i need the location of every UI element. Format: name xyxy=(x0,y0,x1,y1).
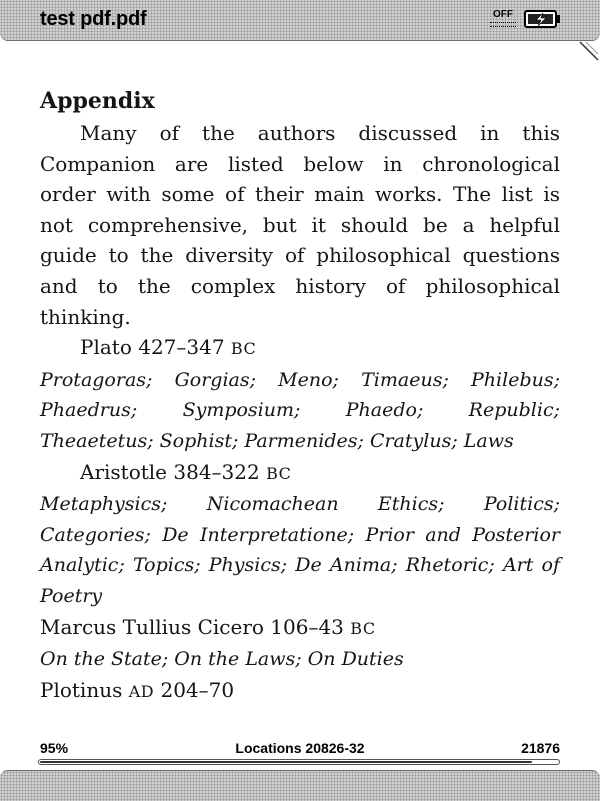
author-years: 204–70 xyxy=(160,677,235,702)
page-heading: Appendix xyxy=(40,88,155,114)
bottom-frame xyxy=(0,770,600,801)
author-name: Plato 427–347 xyxy=(80,335,225,360)
progress-bar[interactable] xyxy=(38,759,560,765)
progress-percent: 95% xyxy=(40,740,69,756)
page-content xyxy=(40,84,560,707)
progress-bar-fill xyxy=(40,761,532,763)
author-name: Aristotle 384–322 xyxy=(80,459,260,484)
author-name: Plotinus xyxy=(40,677,123,702)
total-locations: 21876 xyxy=(521,740,560,756)
document-title: test pdf.pdf xyxy=(40,8,147,30)
bookmark-corner[interactable] xyxy=(578,40,600,67)
intro-paragraph: Many of the authors discussed in this Companion are listed below in chronological order with some of their main works. The list is not comprehensive, but it should be a helpful guide to the diversity of philosophical questions and to the complex history of philosophical thinking. xyxy=(40,121,560,329)
author-entry xyxy=(40,675,560,708)
author-entry xyxy=(40,457,560,490)
wireless-off-icon xyxy=(490,10,516,26)
author-era: BC xyxy=(266,463,292,483)
author-name: Marcus Tullius Cicero 106–43 xyxy=(40,614,344,639)
author-works: Protagoras; Gorgias; Meno; Timaeus; Philebus; Phaedrus; Symposium; Phaedo; Republic; Theaetetus; Sophist; Parmenides; Cratylus; Laws xyxy=(40,368,560,452)
author-works: Metaphysics; Nicomachean Ethics; Politics; Categories; De Interpretatione; Prior and Posterior Analytic; Topics; Physics; De Anima; Rhetoric; Art of Poetry xyxy=(40,493,560,607)
author-entry xyxy=(40,332,560,365)
author-era: AD xyxy=(128,681,155,701)
location-range: Locations 20826-32 xyxy=(235,740,365,756)
wireless-status-label: OFF xyxy=(493,9,513,20)
author-era: BC xyxy=(230,339,257,359)
author-entry xyxy=(40,612,560,645)
author-era: BC xyxy=(350,618,376,638)
author-works: On the State; On the Laws; On Duties xyxy=(40,648,404,671)
status-bar xyxy=(0,0,600,41)
battery-charging-icon xyxy=(524,10,562,33)
